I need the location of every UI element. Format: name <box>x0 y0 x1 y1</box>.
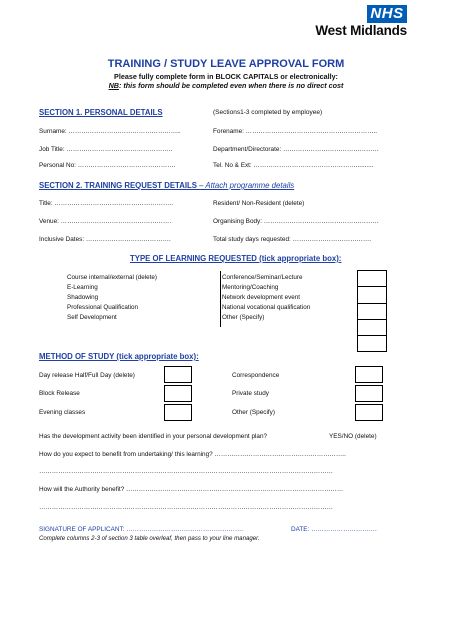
benefit-authority-line[interactable]: ………………………………………………………………………………………………………………………… <box>39 504 333 511</box>
tick-box[interactable] <box>358 303 386 319</box>
resident-field[interactable]: Resident/ Non-Resident (delete) <box>213 200 305 207</box>
learning-option: National vocational qualification <box>222 304 311 311</box>
form-nb-note <box>0 81 452 90</box>
nhs-logo: NHS <box>367 5 407 23</box>
learning-option: Conference/Seminar/Lecture <box>222 274 303 281</box>
learning-option: Course internal/external (delete) <box>67 274 157 281</box>
tick-box[interactable] <box>358 319 386 335</box>
study-option: Day release Half/Full Day (delete) <box>39 372 135 379</box>
section2-heading <box>39 181 294 190</box>
study-option: Evening classes <box>39 409 86 416</box>
department-field[interactable]: Department/Directorate: ……………………………………… <box>213 146 379 153</box>
section2-attach-note: – Attach programme details <box>196 181 295 190</box>
benefit-self-question[interactable]: How do you expect to benefit from undertaking/ this learning? …………………………………………………….. <box>39 451 346 458</box>
benefit-authority-question[interactable]: How will the Authority benefit? ………………………………………………………………………………………… <box>39 486 344 493</box>
form-instruction: Please fully complete form in BLOCK CAPITALS or electronically: <box>114 72 338 81</box>
learning-option: Mentoring/Coaching <box>222 284 279 291</box>
pdp-answer[interactable]: YES/NO (delete) <box>329 433 377 440</box>
forename-field[interactable]: Forename: …………………………………………………….. <box>213 128 378 135</box>
study-option: Private study <box>232 390 269 397</box>
date-field[interactable]: DATE: …………………………. <box>291 526 377 533</box>
learning-type-divider <box>220 271 221 327</box>
training-title-field[interactable]: Title: ……………………………………………….. <box>39 200 173 207</box>
benefit-self-line[interactable]: ………………………………………………………………………………………………………………………… <box>39 468 333 475</box>
study-method-heading: METHOD OF STUDY (tick appropriate box): <box>39 352 199 361</box>
surname-field[interactable]: Surname: …………………………………………….. <box>39 128 181 135</box>
personal-no-field[interactable]: Personal No: ………………………………………. <box>39 162 176 169</box>
tick-box[interactable] <box>358 335 386 351</box>
inclusive-dates-field[interactable]: Inclusive Dates: …………………………………. <box>39 236 171 243</box>
organisation-name: West Midlands <box>315 23 407 38</box>
section1-note: (Sections1-3 completed by employee) <box>213 109 323 116</box>
learning-option: E-Learning <box>67 284 98 291</box>
learning-option: Professional Qualification <box>67 304 139 311</box>
study-option: Other (Specify) <box>232 409 275 416</box>
learning-option: Network development event <box>222 294 301 301</box>
learning-option: Other (Specify) <box>222 314 265 321</box>
learning-type-right-list <box>222 273 310 323</box>
pdp-question: Has the development activity been identified in your personal development plan? <box>39 433 268 440</box>
tick-box[interactable] <box>355 366 383 383</box>
tick-box[interactable] <box>358 286 386 302</box>
tick-box[interactable] <box>358 271 386 286</box>
learning-option: Shadowing <box>67 294 99 301</box>
study-option: Correspondence <box>232 372 280 379</box>
tick-box[interactable] <box>164 404 192 421</box>
section1-heading: SECTION 1. PERSONAL DETAILS <box>39 108 163 117</box>
learning-type-heading: TYPE OF LEARNING REQUESTED (tick appropriate box): <box>130 254 342 263</box>
signature-note: Complete columns 2-3 of section 3 table overleaf, then pass to your line manager. <box>39 535 260 542</box>
tel-field[interactable]: Tel. No & Ext: ………………………………………….......... <box>213 162 374 169</box>
signature-field[interactable]: SIGNATURE OF APPLICANT: ………………………………………………. <box>39 526 244 533</box>
section2-title: SECTION 2. TRAINING REQUEST DETAILS <box>39 181 197 190</box>
total-days-field[interactable]: Total study days requested: ………………………………. <box>213 236 372 243</box>
learning-type-tick-boxes <box>357 270 387 352</box>
learning-option: Self Development <box>67 314 117 321</box>
job-title-field[interactable]: Job Title: ………………………………………….. <box>39 146 173 153</box>
tick-box[interactable] <box>355 404 383 421</box>
organising-body-field[interactable]: Organising Body: ……………………………………………… <box>213 218 379 225</box>
learning-type-left-list <box>67 273 157 323</box>
tick-box[interactable] <box>355 385 383 402</box>
form-title: TRAINING / STUDY LEAVE APPROVAL FORM <box>107 58 345 70</box>
tick-box[interactable] <box>164 366 192 383</box>
venue-field[interactable]: Venue: ……………………………………………. <box>39 218 172 225</box>
nb-label: NB <box>108 81 119 90</box>
study-option: Block Release <box>39 390 80 397</box>
tick-box[interactable] <box>164 385 192 402</box>
nb-text: : this form should be completed even when there is no direct cost <box>118 81 344 90</box>
